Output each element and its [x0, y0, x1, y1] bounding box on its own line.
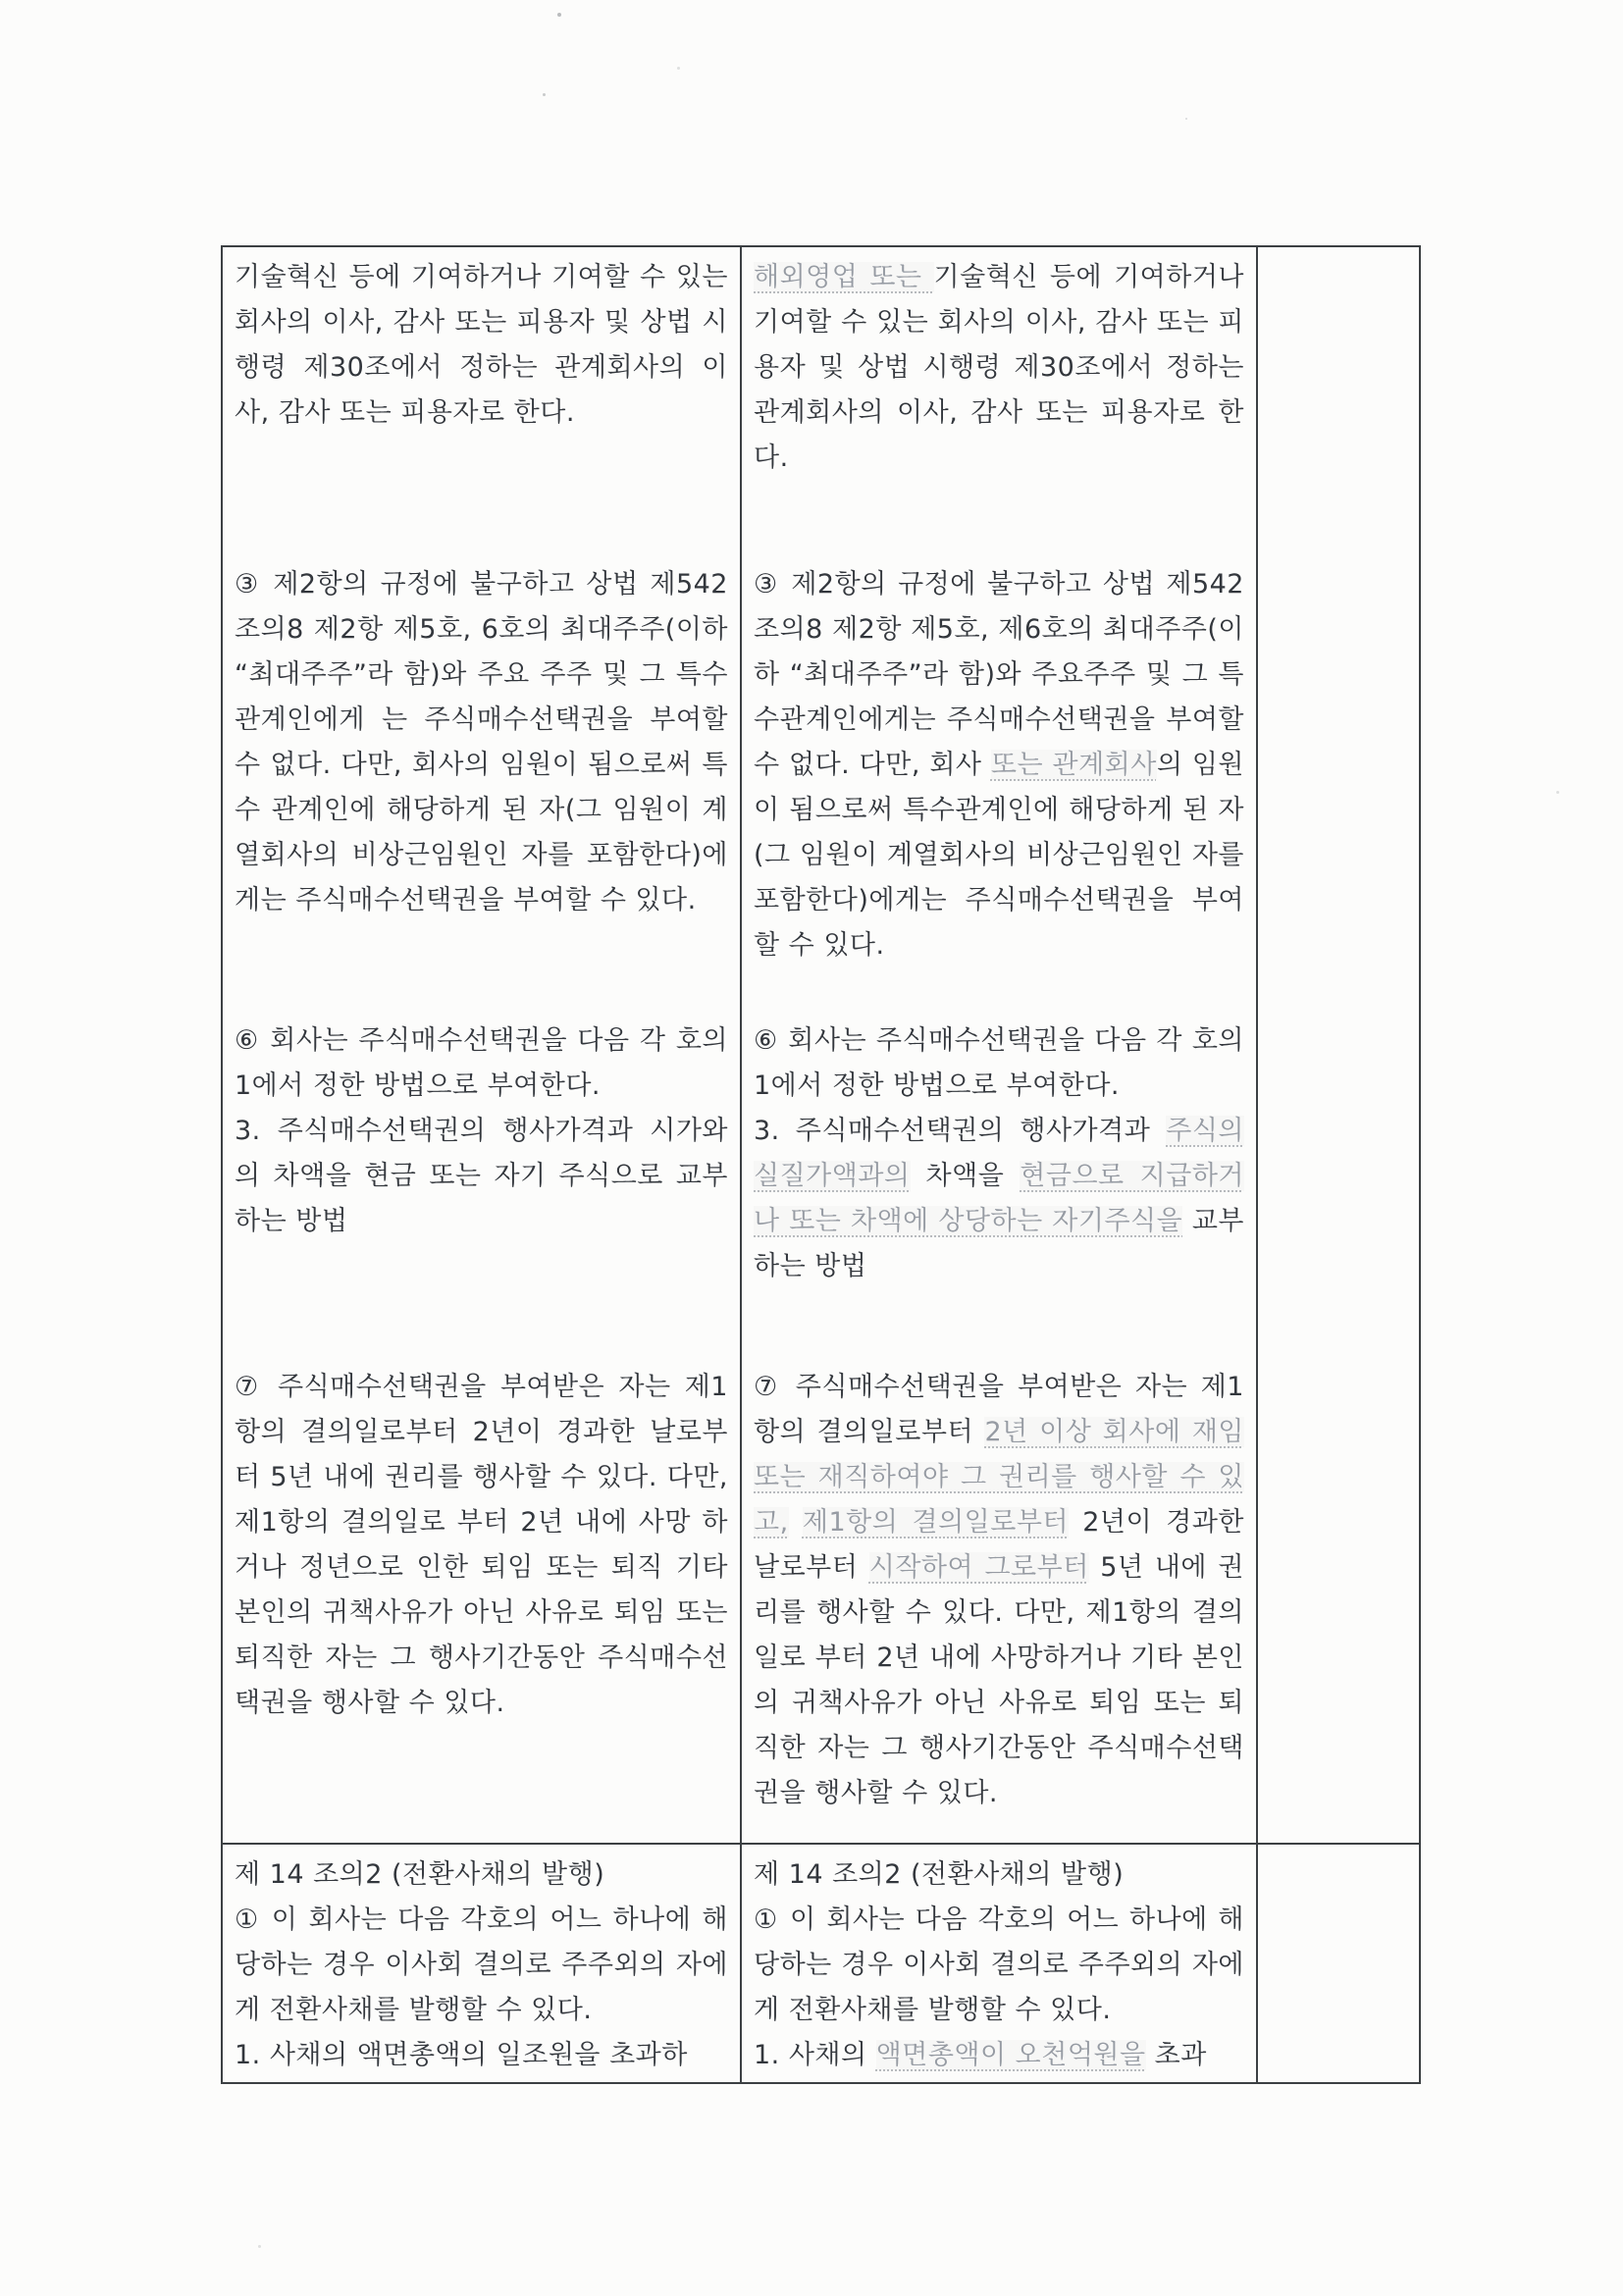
changed-text-run: 현금으로 지급하거나 또는 차액에 상당하는 자기주식을	[754, 1161, 1244, 1236]
scan-speck	[557, 13, 561, 17]
paragraph-old-article14-2-p1	[235, 1898, 728, 2033]
paragraph-old-article14-2-title	[235, 1852, 728, 1898]
paragraph-old-clause3	[235, 562, 728, 923]
changed-text-run: 시작하여 그로부터	[868, 1552, 1089, 1583]
text-run: ⑦ 주식매수선택권을 부여받은 자는 제1항의 결의일로부터 2년이 경과한 날로부터 5년 내에 권리를 행사할 수 있다. 다만, 제1항의 결의일로 부터 2년 내에 사망 하거나 정년으로 인한 퇴임 또는 퇴직 기타 본인의 귀책사유가 아닌 사유로 퇴임 또는 퇴직한 자는 그 행사기간동안 주식매수선택권을 행사할 수 있다.	[235, 1372, 728, 1718]
changed-text-run: 제1항의 결의일로부터	[802, 1507, 1069, 1538]
text-run: ⑥ 회사는 주식매수선택권을 다음 각 호의 1에서 정한 방법으로 부여한다.	[235, 1025, 728, 1101]
text-run: 2년이 경과한 날로부터	[754, 1507, 1244, 1583]
changed-text-run: 주식의 실질가액과의	[754, 1116, 1244, 1191]
scan-speck	[258, 2245, 261, 2248]
text-run: 교부하는 방법	[754, 1206, 1245, 1281]
scan-speck	[1556, 791, 1559, 794]
new-text-cell-clause7	[740, 1357, 1256, 1843]
paragraph-new-clause6	[754, 1018, 1244, 1109]
amendment-comparison-table	[221, 245, 1421, 2084]
text-run: 3. 주식매수선택권의 행사가격과	[754, 1116, 1167, 1146]
old-text-cell-clause7	[223, 1357, 740, 1843]
old-text-cell-article14-2	[223, 1843, 740, 2082]
remarks-cell-row1	[1256, 247, 1419, 1843]
text-run: ③ 제2항의 규정에 불구하고 상법 제542조의8 제2항 제5호, 제6호의 최대주주(이하 “최대주주”라 함)와 주요주주 및 그 특수관계인에게는 주식매수선택권을 부여할 수 없다. 다만, 회사	[754, 569, 1244, 780]
paragraph-new-article14-2-title	[754, 1852, 1244, 1898]
text-run: 초과	[1145, 2040, 1207, 2070]
text-run: 기술혁신 등에 기여하거나 기여할 수 있는 회사의 이사, 감사 또는 피용자 및 상법 시행령 제30조에서 정하는 관계회사의 이사, 감사 또는 피용자로 한다.	[235, 262, 728, 428]
old-text-cell-clause3	[223, 554, 740, 1011]
paragraph-old-clause6	[235, 1018, 728, 1109]
scan-speck	[677, 67, 680, 70]
text-run: ⑦ 주식매수선택권을 부여받은 자는 제1항의 결의일로부터	[754, 1372, 1244, 1447]
new-text-cell-article14-2	[740, 1843, 1256, 2082]
scan-speck	[543, 93, 546, 96]
text-run: ① 이 회사는 다음 각호의 어느 하나에 해당하는 경우 이사회 결의로 주주외의 자에게 전환사채를 발행할 수 있다.	[235, 1905, 728, 2025]
text-run: ③ 제2항의 규정에 불구하고 상법 제542조의8 제2항 제5호, 6호의 최대주주(이하 “최대주주”라 함)와 주요 주주 및 그 특수 관계인에게 는 주식매수선택권을 부여할 수 없다. 다만, 회사의 임원이 됨으로써 특수 관계인에 해당하게 된 자(그 임원이 계열회사의 비상근임원인 자를 포함한다)에게는 주식매수선택권을 부여할 수 있다.	[235, 569, 728, 915]
remarks-cell-row2	[1256, 1843, 1419, 2082]
text-run: 5년 내에 권리를 행사할 수 있다. 다만, 제1항의 결의일로 부터 2년 내에 사망하거나 기타 본인의 귀책사유가 아닌 사유로 퇴임 또는 퇴직한 자는 그 행사기간동안 주식매수선택권을 행사할 수 있다.	[754, 1552, 1244, 1808]
paragraph-old-clause6-item3	[235, 1109, 728, 1244]
paragraph-new-article14-2-item1	[754, 2033, 1244, 2078]
text-run: 차액을	[910, 1161, 1021, 1191]
paragraph-new-clause7	[754, 1365, 1244, 1816]
changed-text-run: 해외영업 또는	[754, 262, 934, 292]
text-run: ⑥ 회사는 주식매수선택권을 다음 각 호의 1에서 정한 방법으로 부여한다.	[754, 1025, 1244, 1101]
new-text-cell-intro	[740, 247, 1256, 554]
text-run: ① 이 회사는 다음 각호의 어느 하나에 해당하는 경우 이사회 결의로 주주외의 자에게 전환사채를 발행할 수 있다.	[754, 1905, 1244, 2025]
text-run: 제 14 조의2 (전환사채의 발행)	[754, 1859, 1125, 1890]
text-run: 제 14 조의2 (전환사채의 발행)	[235, 1859, 605, 1890]
paragraph-new-article14-2-p1	[754, 1898, 1244, 2033]
text-run: 기술혁신 등에 기여하거나 기여할 수 있는 회사의 이사, 감사 또는 피용자 및 상법 시행령 제30조에서 정하는 관계회사의 이사, 감사 또는 피용자로 한다.	[754, 262, 1244, 473]
paragraph-new-intro	[754, 255, 1244, 481]
paragraph-new-clause3	[754, 562, 1244, 968]
text-run: 1. 사채의 액면총액의 일조원을 초과하	[235, 2040, 688, 2070]
text-run	[789, 1507, 803, 1538]
paragraph-old-intro	[235, 255, 728, 436]
new-text-cell-clause6	[740, 1011, 1256, 1357]
old-text-cell-clause6	[223, 1011, 740, 1357]
paragraph-old-clause7	[235, 1365, 728, 1726]
changed-text-run: 또는 관계회사	[990, 750, 1157, 780]
text-run: 1. 사채의	[754, 2040, 876, 2070]
paragraph-new-clause6-item3	[754, 1109, 1244, 1289]
changed-text-run: 액면총액이 오천억원을	[875, 2040, 1146, 2070]
old-text-cell-intro	[223, 247, 740, 554]
scan-speck	[1185, 118, 1187, 120]
new-text-cell-clause3	[740, 554, 1256, 1011]
text-run: 3. 주식매수선택권의 행사가격과 시가와의 차액을 현금 또는 자기 주식으로 교부하는 방법	[235, 1116, 728, 1236]
text-run: 의 임원이 됨으로써 특수관계인에 해당하게 된 자(그 임원이 계열회사의 비상근임원인 자를 포함한다)에게는 주식매수선택권을 부여할 수 있다.	[754, 750, 1244, 961]
changed-text-run: 2년 이상 회사에 재임 또는 재직하여야 그 권리를 행사할 수 있고,	[754, 1417, 1244, 1538]
paragraph-old-article14-2-item1	[235, 2033, 728, 2078]
